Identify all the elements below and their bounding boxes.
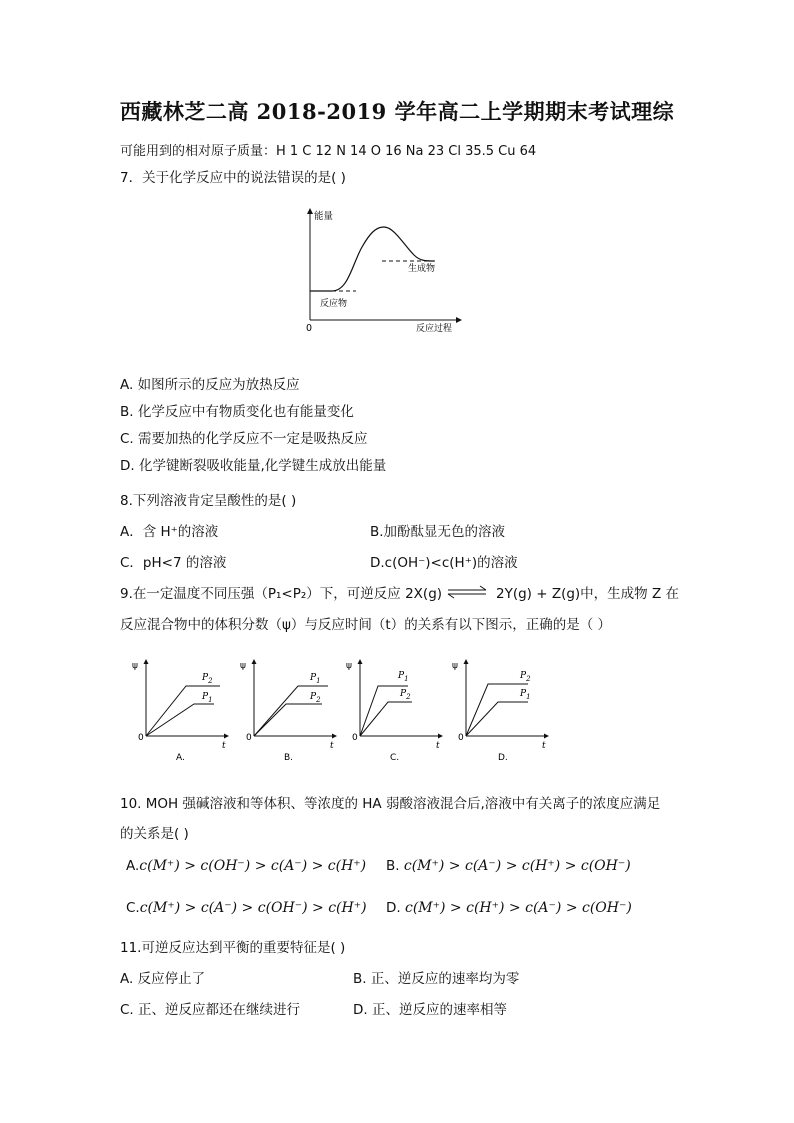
q9-graph-a — [132, 660, 228, 763]
q9-a-letter: A. — [176, 753, 185, 763]
q9-d-xlabel: t — [542, 741, 546, 751]
q9-b-origin: 0 — [246, 733, 252, 743]
q10-option-c-expr: c(M⁺) > c(A⁻) > c(OH⁻) > c(H⁺) — [139, 900, 367, 916]
q7-origin: 0 — [306, 323, 313, 334]
q9-c-bottom-label: $P_2$ — [400, 689, 411, 701]
q9-stem-part1: 9.在一定温度不同压强（P₁<P₂）下，可逆反应 2X(g) — [120, 586, 443, 602]
q9-b-ylabel: ψ — [240, 661, 246, 671]
q10-option-d — [386, 900, 632, 916]
q9-b-bottom-label: $P_2$ — [310, 692, 321, 704]
q7-option-b: B. 化学反应中有物质变化也有能量变化 — [120, 404, 354, 420]
q10-option-d-expr: c(M⁺) > c(H⁺) > c(A⁻) > c(OH⁻) — [404, 900, 632, 916]
q9-c-ylabel: ψ — [346, 661, 352, 671]
reversible-arrow-icon — [446, 584, 490, 600]
q9-d-bottom-label: $P_1$ — [520, 689, 531, 701]
q7-energy-curve — [310, 227, 434, 291]
q9-graph-d — [452, 660, 548, 763]
q10-option-c — [126, 900, 367, 916]
q11-option-d: D. 正、逆反应的速率相等 — [353, 1002, 507, 1018]
q10-option-a-label: A. — [126, 858, 140, 874]
q9-a-xlabel: t — [222, 741, 226, 751]
q8-option-d: D.c(OH⁻)<c(H⁺)的溶液 — [370, 555, 518, 571]
atomic-mass-line: 可能用到的相对原子质量：H 1 C 12 N 14 O 16 Na 23 Cl 35.5 Cu 64 — [120, 144, 537, 159]
q9-d-origin: 0 — [458, 733, 464, 743]
q10-option-d-label: D. — [386, 900, 401, 916]
q11-stem: 11.可逆反应达到平衡的重要特征是( ) — [120, 940, 346, 956]
q7-option-a: A. 如图所示的反应为放热反应 — [120, 377, 300, 393]
q9-c-xlabel: t — [436, 741, 440, 751]
q10-option-c-label: C. — [126, 900, 140, 916]
q9-b-letter: B. — [284, 753, 294, 763]
q11-option-a: A. 反应停止了 — [120, 971, 206, 987]
q8-option-a: A．含 H⁺的溶液 — [120, 524, 219, 540]
q9-a-ylabel: ψ — [132, 661, 138, 671]
q8-stem: 8.下列溶液肯定呈酸性的是( ) — [120, 493, 297, 509]
q10-option-b — [386, 858, 631, 874]
q11-option-c: C. 正、逆反应都还在继续进行 — [120, 1002, 301, 1018]
q9-c-top-label: $P_1$ — [398, 671, 409, 683]
q7-xlabel: 反应过程 — [416, 324, 453, 334]
q7-option-c: C. 需要加热的化学反应不一定是吸热反应 — [120, 431, 368, 447]
q9-b-top-label: $P_1$ — [310, 673, 321, 685]
q9-c-origin: 0 — [352, 733, 358, 743]
q9-stem-part2: 2Y(g) + Z(g)中，生成物 Z 在 — [496, 586, 680, 602]
q10-option-a — [126, 858, 366, 874]
q11-option-b: B. 正、逆反应的速率均为零 — [353, 971, 520, 987]
q7-reactant-label: 反应物 — [320, 299, 348, 309]
q7-option-d: D. 化学键断裂吸收能量,化学键生成放出能量 — [120, 458, 387, 474]
q9-a-bottom-label: $P_1$ — [202, 692, 213, 704]
q9-graph-c — [346, 660, 442, 763]
q9-graph-b — [240, 660, 336, 763]
q7-product-label: 生成物 — [408, 264, 436, 274]
q9-d-top-label: $P_2$ — [520, 671, 531, 683]
q9-graphs — [128, 656, 558, 766]
q10-stem-line1: 10. MOH 强碱溶液和等体积、等浓度的 HA 弱酸溶液混合后,溶液中有关离子的浓度应满足 — [120, 796, 661, 812]
q7-energy-diagram — [296, 205, 466, 340]
q9-b-xlabel: t — [330, 741, 334, 751]
q10-stem-line2: 的关系是( ) — [120, 826, 189, 842]
q8-option-b: B.加酚酞显无色的溶液 — [370, 524, 506, 540]
q9-a-top-label: $P_2$ — [202, 673, 213, 685]
q10-option-b-expr: c(M⁺) > c(A⁻) > c(H⁺) > c(OH⁻) — [403, 858, 631, 874]
document-title: 西藏林芝二高 2018-2019 学年高二上学期期末考试理综 — [119, 99, 675, 124]
q9-d-ylabel: ψ — [452, 661, 458, 671]
q9-stem-line2: 反应混合物中的体积分数（ψ）与反应时间（t）的关系有以下图示，正确的是（ ） — [120, 617, 611, 633]
q9-d-letter: D. — [498, 753, 508, 763]
q10-option-b-label: B. — [386, 858, 400, 874]
q8-option-c: C．pH<7 的溶液 — [120, 555, 227, 571]
q7-stem: 7．关于化学反应中的说法错误的是( ) — [120, 170, 346, 186]
q9-c-letter: C. — [390, 753, 400, 763]
q7-ylabel: 能量 — [314, 211, 334, 222]
q9-a-origin: 0 — [138, 733, 144, 743]
q10-option-a-expr: c(M⁺) > c(OH⁻) > c(A⁻) > c(H⁺) — [139, 858, 367, 874]
